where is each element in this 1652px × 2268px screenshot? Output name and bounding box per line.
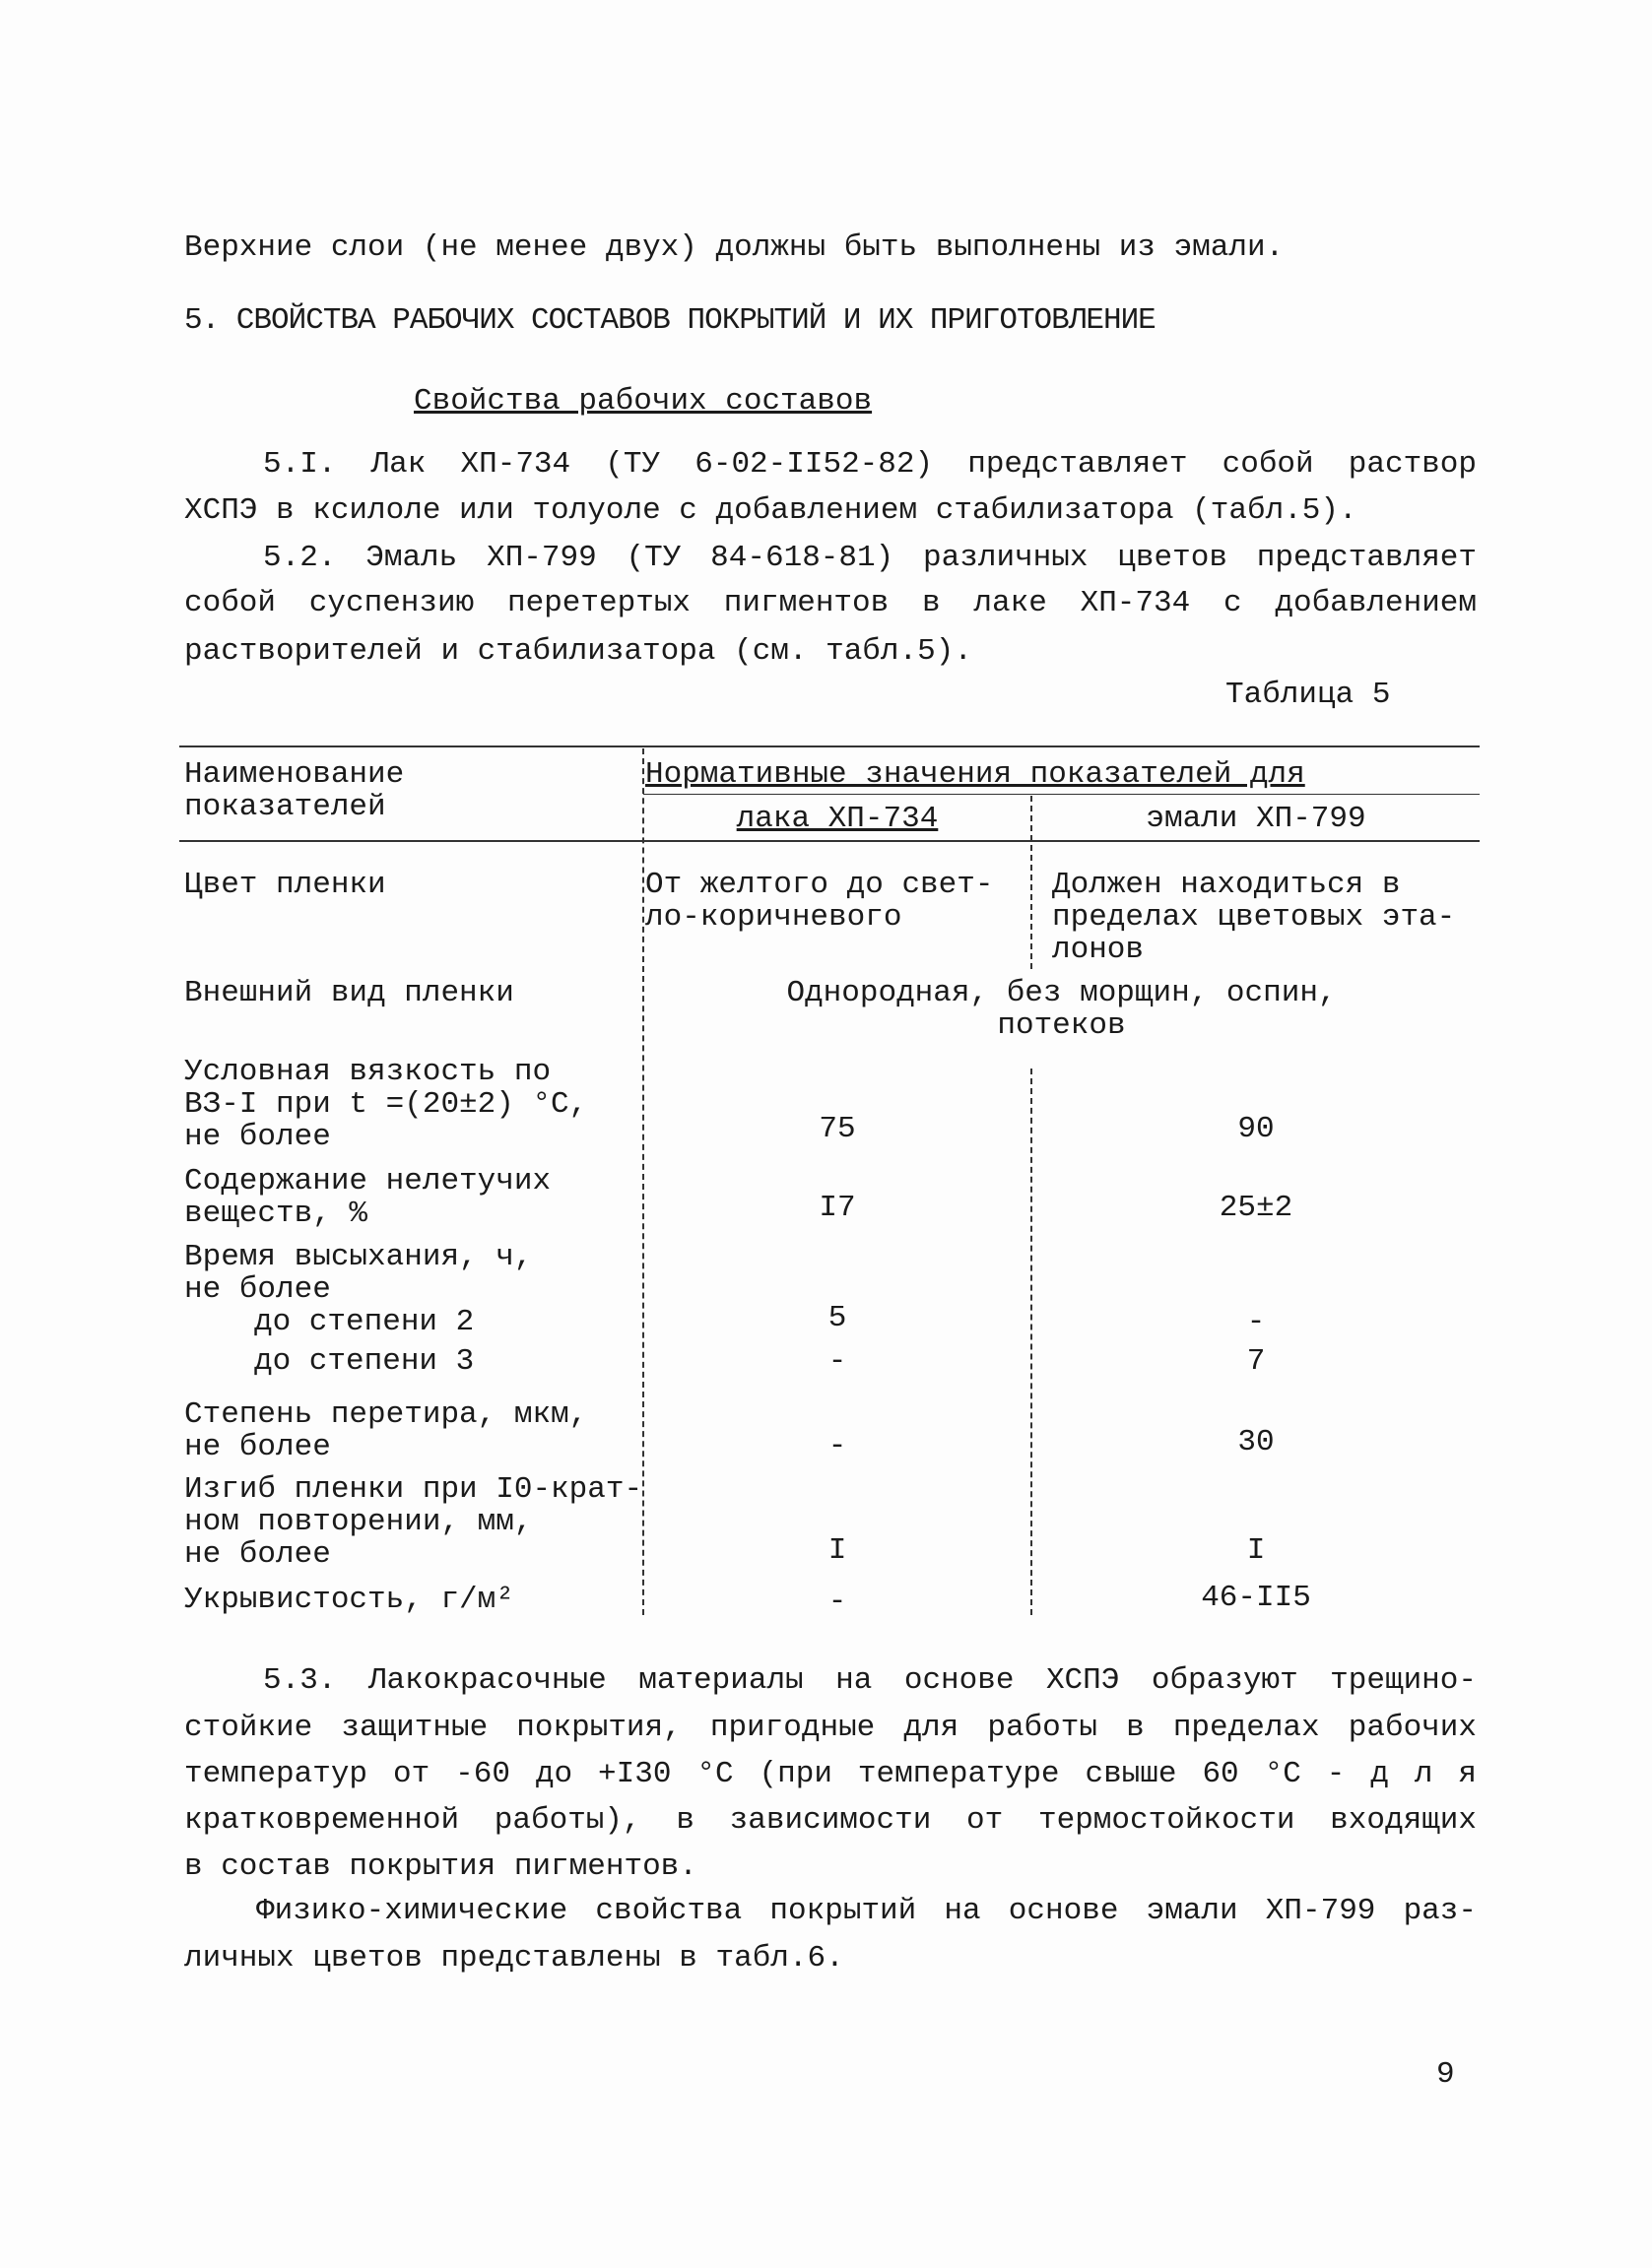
header-name-line: Наименование xyxy=(184,757,405,792)
row-value-enamel: 46-II5 xyxy=(1201,1581,1311,1615)
table-header-rule xyxy=(643,794,1480,795)
cell-line: не более xyxy=(184,1272,331,1307)
row-name: Внешний вид пленки xyxy=(184,976,514,1010)
cell-line: лонов xyxy=(1052,933,1145,967)
header-col-lacquer: лака ХП-734 xyxy=(736,802,939,836)
paragraph-physical-line: личных цветов представлены в табл.6. xyxy=(184,1941,844,1976)
row-name: Цвет пленки xyxy=(184,868,386,902)
row-value-merged xyxy=(645,977,1478,1042)
cell-line: не более xyxy=(184,1120,331,1154)
table-header-bottom-rule xyxy=(179,840,1480,842)
cell-line: Изгиб пленки при I0-крат- xyxy=(184,1472,643,1507)
header-name xyxy=(184,758,404,823)
row-value-lacquer: - xyxy=(827,1429,847,1463)
paragraph-5-1-line: 5.I. Лак ХП-734 (ТУ 6-02-II52-82) представляет собой раствор xyxy=(263,447,1477,482)
row-name xyxy=(184,1398,587,1463)
header-col-enamel: эмали ХП-799 xyxy=(1146,802,1366,836)
row-name xyxy=(184,1056,587,1153)
row-name: Укрывистость, г/м² xyxy=(184,1583,514,1617)
row-value-lacquer: 75 xyxy=(819,1112,856,1146)
cell-line: Условная вязкость по xyxy=(184,1055,552,1089)
row-value-enamel: 30 xyxy=(1237,1425,1275,1459)
paragraph-5-3-line: в состав покрытия пигментов. xyxy=(184,1849,697,1884)
row-value-lacquer: 5 xyxy=(827,1301,847,1335)
row-value-lacquer: - xyxy=(827,1585,847,1619)
row-name xyxy=(184,1241,532,1306)
cell-line: пределах цветовых эта- xyxy=(1052,900,1456,935)
paragraph-5-3-line: температур от -60 до +I30 °С (при температуре свыше 60 °С - д л я xyxy=(184,1757,1477,1791)
cell-line: потеков xyxy=(997,1008,1126,1043)
paragraph-physical-line: Физико-химические свойства покрытий на основе эмали ХП-799 раз- xyxy=(256,1894,1477,1928)
header-name-line: показателей xyxy=(184,790,386,824)
row-value-lacquer: I7 xyxy=(819,1191,856,1225)
table-column-divider xyxy=(1030,1069,1034,1615)
paragraph-5-3-line: 5.3. Лакокрасочные материалы на основе ХСПЭ образуют трещино- xyxy=(263,1663,1477,1698)
row-value-enamel: I xyxy=(1246,1533,1266,1568)
paragraph-5-2-line: растворителей и стабилизатора (см. табл.5). xyxy=(184,634,972,669)
row-name: до степени 2 xyxy=(254,1305,475,1339)
cell-line: Время высыхания, ч, xyxy=(184,1240,533,1274)
row-name: до степени 3 xyxy=(254,1344,475,1379)
paragraph-5-2-line: собой суспензию перетертых пигментов в лаке ХП-734 с добавлением xyxy=(184,586,1477,620)
cell-line: веществ, % xyxy=(184,1197,368,1231)
cell-line: Должен находиться в xyxy=(1052,868,1401,902)
paragraph-5-3-line: кратковременной работы), в зависимости от термостойкости входящих xyxy=(184,1803,1477,1838)
row-name xyxy=(184,1473,642,1571)
header-norm: Нормативные значения показателей для xyxy=(645,757,1305,792)
row-value-enamel: - xyxy=(1246,1305,1266,1339)
paragraph-5-2-line: 5.2. Эмаль ХП-799 (ТУ 84-618-81) различных цветов представляет xyxy=(263,541,1477,575)
row-name xyxy=(184,1165,551,1230)
cell-line: ном повторении, мм, xyxy=(184,1505,533,1539)
cell-line: От желтого до свет- xyxy=(645,868,994,902)
paragraph-5-3-line: стойкие защитные покрытия, пригодные для работы в пределах рабочих xyxy=(184,1711,1477,1745)
intro-line: Верхние слои (не менее двух) должны быть выполнены из эмали. xyxy=(184,230,1285,265)
row-value-enamel: 90 xyxy=(1237,1112,1275,1146)
row-value-enamel: 25±2 xyxy=(1219,1191,1293,1225)
row-value-lacquer: - xyxy=(827,1344,847,1379)
cell-line: ло-коричневого xyxy=(645,900,902,935)
row-value-enamel: 7 xyxy=(1246,1344,1266,1379)
row-value-lacquer: I xyxy=(827,1533,847,1568)
page-number: 9 xyxy=(1436,2057,1455,2092)
cell-line: Содержание нелетучих xyxy=(184,1164,552,1199)
table-caption: Таблица 5 xyxy=(1225,678,1391,712)
paragraph-5-1-line: ХСПЭ в ксилоле или толуоле с добавлением стабилизатора (табл.5). xyxy=(184,493,1357,528)
table-top-rule xyxy=(179,745,1480,747)
cell-line: Степень перетира, мкм, xyxy=(184,1397,588,1432)
cell-line: не более xyxy=(184,1537,331,1572)
subheading: Свойства рабочих составов xyxy=(414,384,873,419)
section-heading: 5. СВОЙСТВА РАБОЧИХ СОСТАВОВ ПОКРЫТИЙ И ИХ ПРИГОТОВЛЕНИЕ xyxy=(184,303,1156,338)
cell-line: Однородная, без морщин, оспин, xyxy=(786,976,1337,1010)
cell-line: не более xyxy=(184,1430,331,1464)
row-value-enamel xyxy=(1052,869,1455,966)
row-value-lacquer xyxy=(645,869,993,934)
cell-line: ВЗ-I при t =(20±2) °С, xyxy=(184,1087,588,1122)
